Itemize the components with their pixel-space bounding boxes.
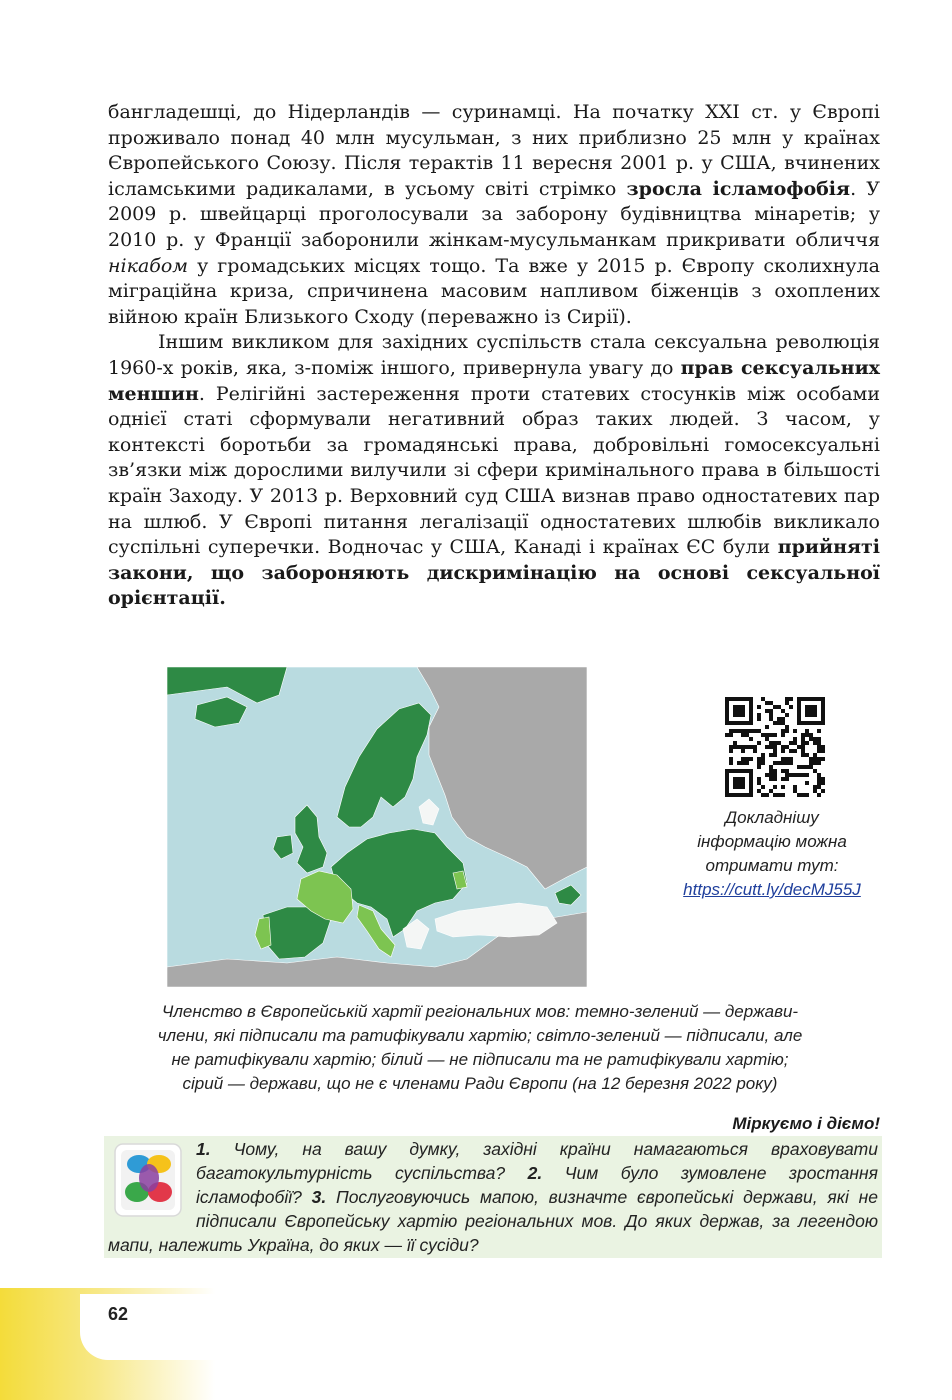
text-run: Чому, на вашу думку, західні країни намагаються враховувати багатокультурність суспільства? xyxy=(196,1139,878,1183)
qr-caption-line: отримати тут: xyxy=(705,856,839,875)
text-run: бангладешці, до Нідерландів — суринамці. На початку XXI ст. у Європі проживало понад 40 млн мусульман, з них приблизно 25 млн у країнах Європейського Союзу. Після терактів 11 вересня 2001 р. у США, вчинених ісламськими радикалами, в усьому світі стрімко xyxy=(108,101,880,200)
map-caption xyxy=(100,1000,860,1096)
qr-caption-line: Докладнішу xyxy=(725,808,819,827)
map-caption-line: Членство в Європейській хартії регіональних мов: темно-зелений — держави- xyxy=(161,1002,799,1021)
paragraph-1 xyxy=(108,100,880,330)
paragraph-2 xyxy=(108,330,880,612)
map-caption-line: члени, які підписали та ратифікували хартію; світло-зелений — підписали, але xyxy=(157,1026,803,1045)
qr-code-image xyxy=(725,697,825,797)
qr-link[interactable]: https://cutt.ly/decMJ55J xyxy=(683,880,861,899)
bold-text: 3. xyxy=(311,1187,327,1207)
task-title: Міркуємо і діємо! xyxy=(732,1114,880,1133)
map-caption-line: сірий — держави, що не є членами Ради Європи (на 12 березня 2022 року) xyxy=(182,1074,778,1093)
text-run: Послуговуючись мапою, визначте європейські держави, які не підписали Європейську хартію регіональних мов. До яких держав, за легендою мапи, належить Україна, до яких — її сусіди? xyxy=(108,1187,879,1255)
task-questions xyxy=(108,1139,878,1255)
bold-text: 1. xyxy=(196,1139,211,1159)
text-run: Чим було зумовлене зростання ісламофобії? xyxy=(196,1163,878,1207)
europe-charter-map xyxy=(167,667,587,987)
bold-text: прав сексуальних меншин xyxy=(108,356,880,405)
bold-text: зросла ісламофобія xyxy=(626,177,851,200)
bold-text: прийняті закони, що забороняють дискримінацію на основі сексуальної орієнтації. xyxy=(108,536,880,610)
map-caption-line: не ратифікували хартію; білий — не підписали та не ратифікували хартію; xyxy=(171,1050,789,1069)
qr-caption xyxy=(652,806,892,902)
text-run: . Релігійні застереження проти статевих стосунків між особами однієї статі сформували негативний образ таких людей. З часом, у контексті боротьби за громадянські права, добровільні гомосексуальні зв’язки між дорослими вилучили зі сфери кримінального права в більшості країн Заходу. У 2013 р. Верховний суд США визнав право одностатевих пар на шлюб. У Європі питання легалізації одностатевих шлюбів викликало суспільні суперечки. Водночас у США, Канаді і країнах ЄС були xyxy=(108,382,880,559)
qr-code[interactable] xyxy=(725,697,825,797)
body-text xyxy=(108,100,880,612)
bold-text: 2. xyxy=(527,1163,543,1183)
task-text xyxy=(108,1137,878,1257)
page-number: 62 xyxy=(108,1304,129,1324)
italic-text: нікабом xyxy=(108,254,189,277)
text-run: Іншим викликом для західних суспільств стала сексуальна революція 1960-х років, яка, з-поміж іншого, привернула увагу до xyxy=(108,331,880,379)
qr-caption-line: інформацію можна xyxy=(697,832,847,851)
map-svg xyxy=(167,667,587,987)
text-run: у громадських місцях тощо. Та вже у 2015 р. Європу сколихнула міграційна криза, спричинена масовим напливом біженців з охоплених війною країн Близького Сходу (переважно із Сирії). xyxy=(108,254,880,328)
text-run: . У 2009 р. швейцарці проголосували за заборону будівництва мінаретів; у 2010 р. у Франції заборонили жінкам-мусульманкам прикривати обличчя xyxy=(108,177,880,251)
page-tab-inner xyxy=(80,1294,230,1360)
hands-icon xyxy=(113,1142,185,1220)
